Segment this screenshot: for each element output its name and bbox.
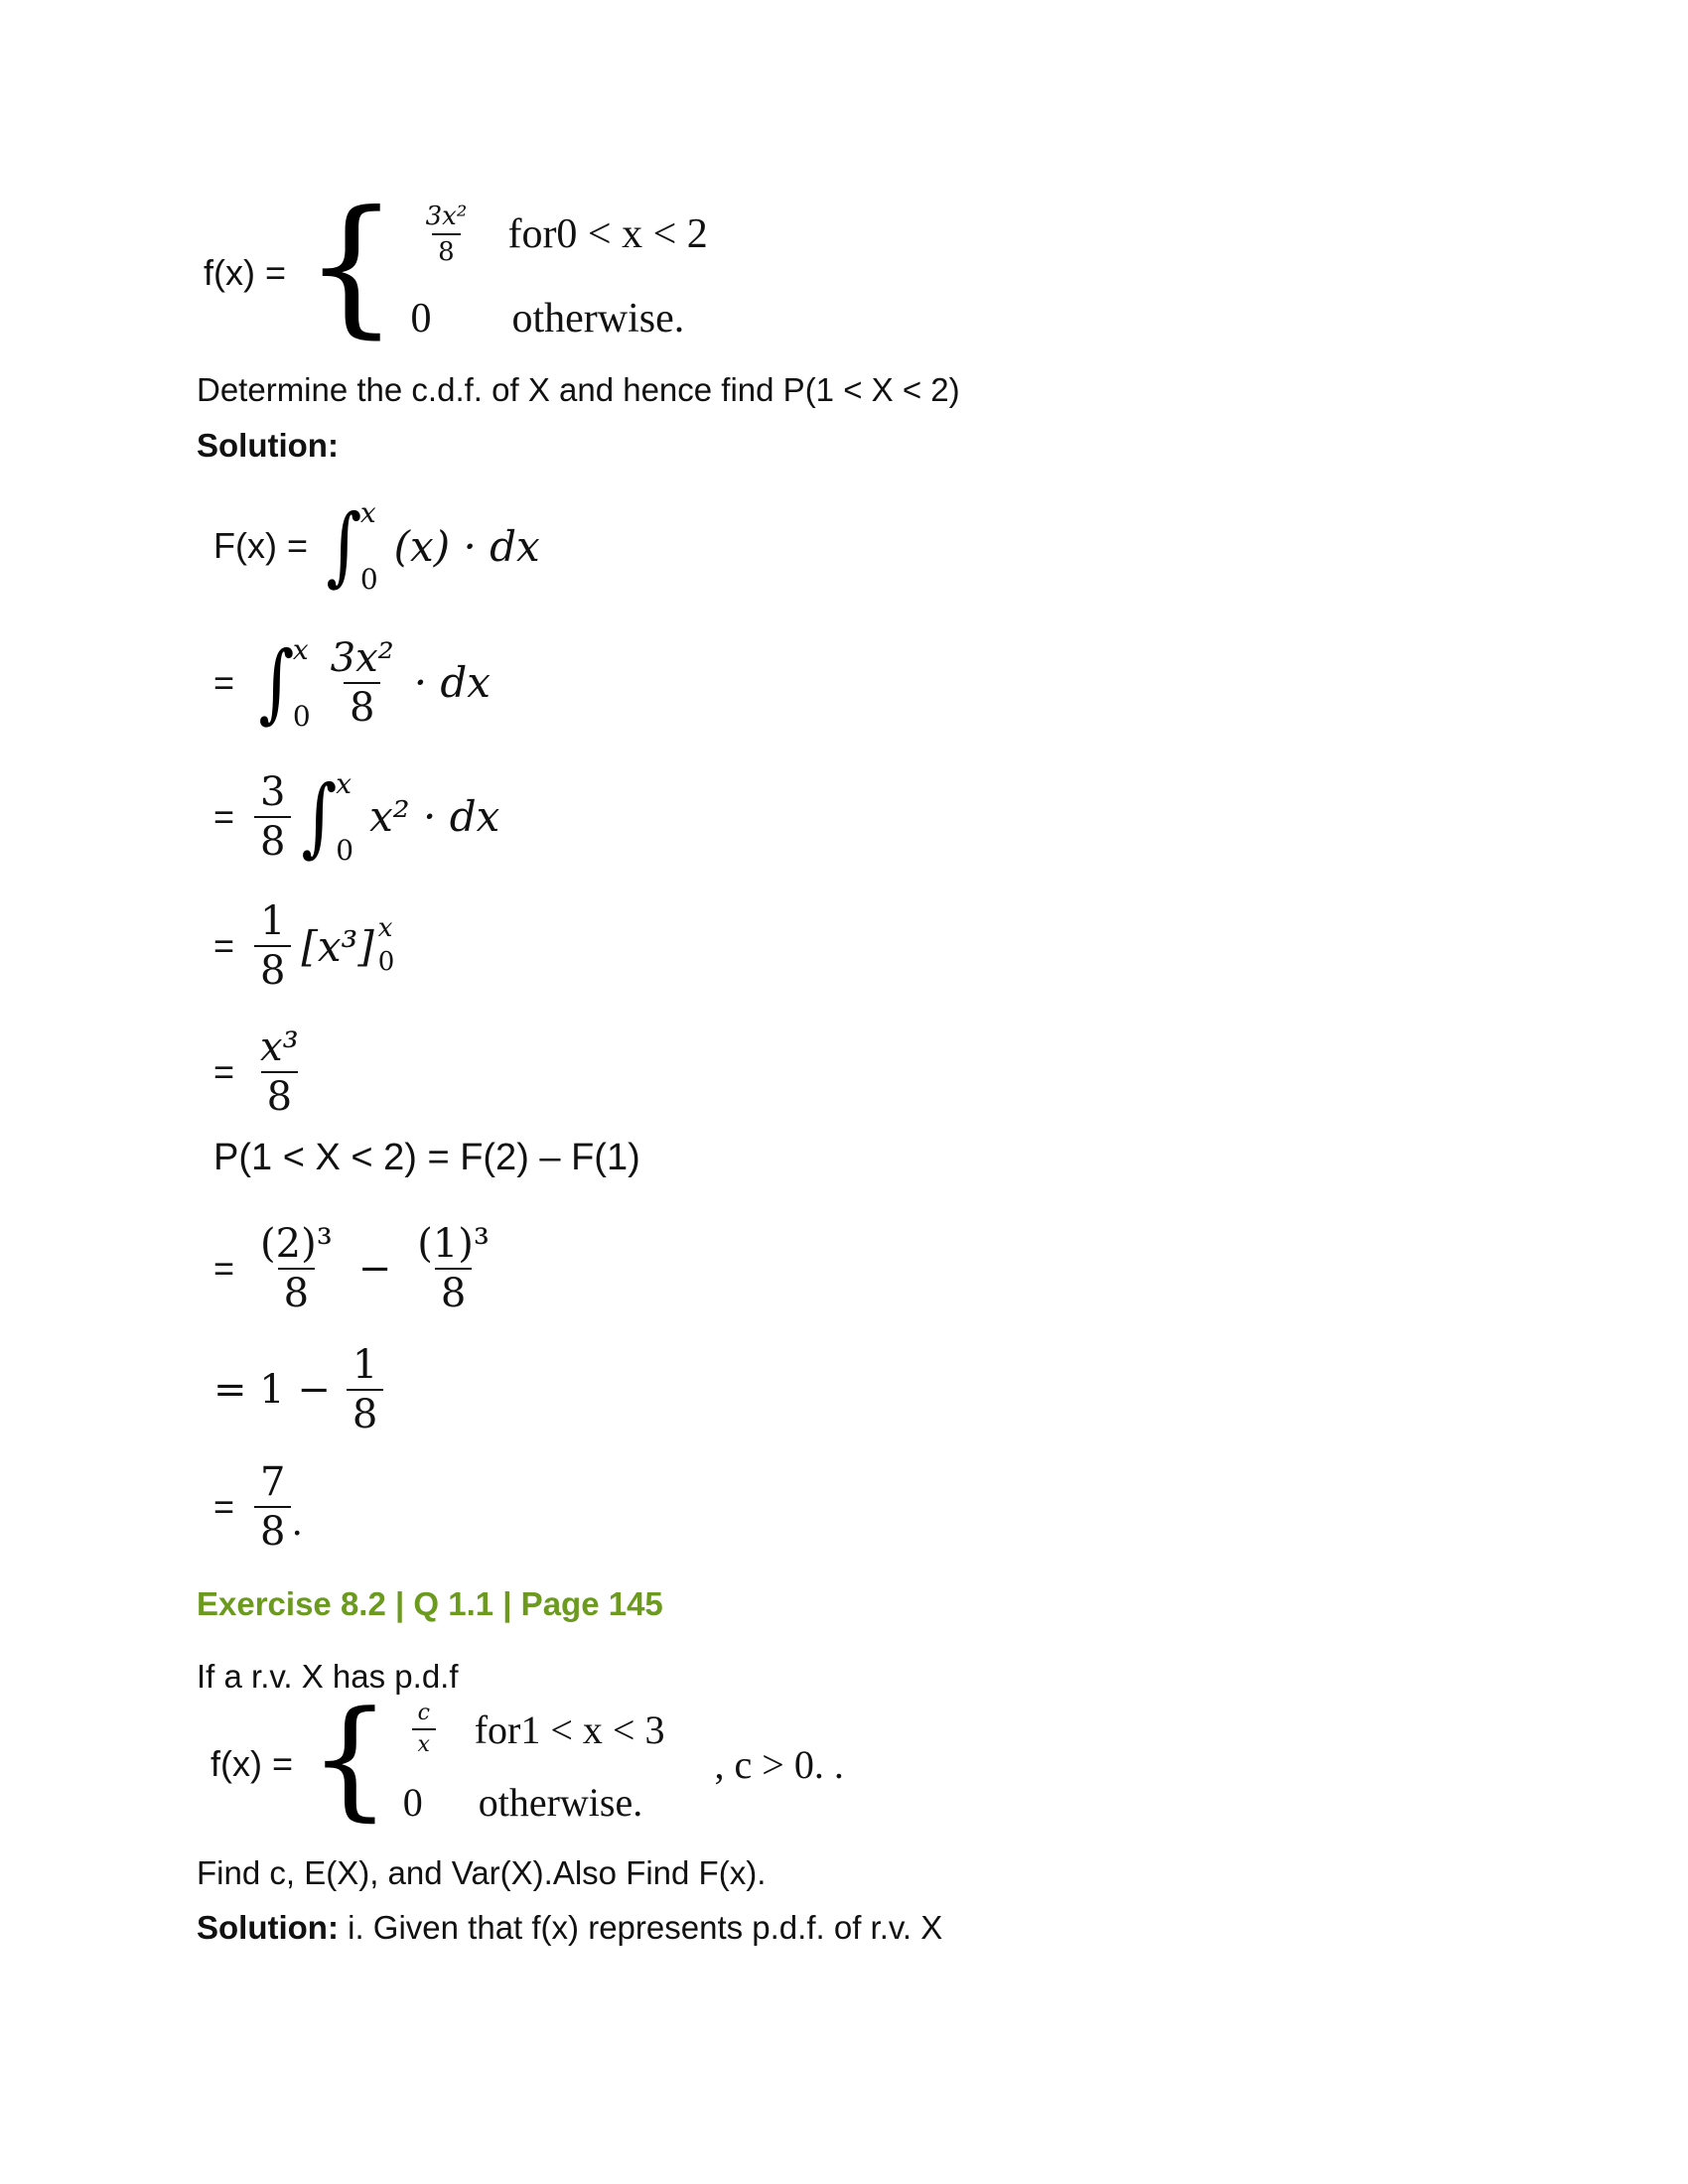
step6-frac-a bbox=[254, 1220, 339, 1316]
pdf1-case2-cond: otherwise. bbox=[511, 296, 685, 341]
step4-eq: = bbox=[213, 925, 235, 966]
step3-coef bbox=[254, 768, 291, 865]
exercise-heading: Exercise 8.2 | Q 1.1 | Page 145 bbox=[197, 1585, 663, 1622]
pdf-definition-1 bbox=[204, 180, 708, 352]
step1-upper: x bbox=[359, 496, 376, 529]
left-brace-icon: { bbox=[309, 1683, 391, 1834]
step3-coef-num: 3 bbox=[260, 768, 286, 815]
integral-icon: ∫ bbox=[326, 496, 362, 596]
step8-den: 8 bbox=[254, 1506, 291, 1552]
step7-den: 8 bbox=[347, 1389, 383, 1434]
step4-bracket: [x³] bbox=[301, 921, 374, 971]
step-7 bbox=[213, 1335, 383, 1444]
question-1-prompt: Determine the c.d.f. of X and hence find P(1 < X < 2) bbox=[197, 371, 960, 408]
step5-eq: = bbox=[213, 1050, 235, 1092]
question-2-prompt: Find c, E(X), and Var(X).Also Find F(x). bbox=[197, 1854, 767, 1891]
step5-den: 8 bbox=[261, 1071, 298, 1117]
step8-num: 7 bbox=[260, 1459, 286, 1505]
probability-line: P(1 < X < 2) = F(2) – F(1) bbox=[213, 1137, 640, 1178]
step6-b-num: (1)³ bbox=[417, 1220, 490, 1267]
solution-2-label: Solution: bbox=[197, 1909, 339, 1946]
pdf1-case1-cond: for0 < x < 2 bbox=[507, 211, 708, 257]
step1-limits bbox=[360, 496, 378, 596]
pdf1-case2-val: 0 bbox=[410, 296, 432, 341]
question-2-intro: If a r.v. X has p.d.f bbox=[197, 1658, 459, 1695]
step8-eq: = bbox=[213, 1486, 235, 1527]
step6-eq: = bbox=[213, 1247, 235, 1289]
pdf1-case1-den: 8 bbox=[432, 233, 461, 265]
step-2 bbox=[213, 625, 491, 740]
step3-eq: = bbox=[213, 795, 235, 837]
left-brace-icon: { bbox=[304, 180, 399, 352]
pdf2-suffix: , c > 0. . bbox=[714, 1741, 844, 1787]
solution-2-text: i. Given that f(x) represents p.d.f. of r.v. X bbox=[338, 1909, 943, 1946]
pdf1-case1-num: 3x² bbox=[425, 202, 468, 231]
pdf2-case1-cond: for1 < x < 3 bbox=[474, 1706, 665, 1752]
pdf1-cases bbox=[406, 204, 707, 342]
step2-num: 3x² bbox=[330, 634, 394, 681]
step3-lower: 0 bbox=[336, 833, 354, 867]
pdf1-case1-frac bbox=[406, 204, 486, 265]
step2-limits bbox=[293, 633, 311, 733]
step2-frac bbox=[325, 634, 400, 731]
pdf2-case2-cond: otherwise. bbox=[478, 1780, 643, 1825]
integral-icon: ∫ bbox=[301, 766, 338, 867]
step6-frac-b bbox=[411, 1220, 495, 1316]
step6-b-den: 8 bbox=[435, 1268, 472, 1313]
step8-tail: . bbox=[291, 1503, 303, 1544]
step6-minus: − bbox=[357, 1245, 392, 1292]
solution-2-line bbox=[197, 1909, 942, 1947]
step7-num: 1 bbox=[352, 1342, 378, 1388]
pdf2-case1-num: c bbox=[417, 1701, 430, 1725]
step3-coef-den: 8 bbox=[254, 816, 291, 862]
step1-lower: 0 bbox=[359, 563, 378, 596]
pdf2-case1-den: x bbox=[412, 1728, 436, 1756]
step2-den: 8 bbox=[344, 682, 380, 728]
step4-num: 1 bbox=[260, 898, 286, 944]
step5-num: x³ bbox=[260, 1024, 299, 1070]
step-4 bbox=[213, 891, 394, 1001]
step4-upper: x bbox=[377, 913, 393, 944]
solution-label: Solution: bbox=[197, 427, 339, 464]
step7-lead: = 1 − bbox=[213, 1367, 331, 1413]
step6-a-den: 8 bbox=[278, 1268, 315, 1313]
pdf2-lhs: f(x) = bbox=[211, 1743, 294, 1784]
step1-lhs: F(x) = bbox=[213, 525, 308, 566]
step4-lower: 0 bbox=[377, 947, 395, 977]
step-1 bbox=[213, 491, 540, 601]
step2-tail: · dx bbox=[413, 658, 491, 707]
step4-den: 8 bbox=[254, 945, 291, 991]
step-3 bbox=[213, 759, 499, 874]
step1-body: (x) · dx bbox=[393, 521, 540, 571]
step8-frac bbox=[254, 1459, 291, 1555]
pdf-definition-2 bbox=[211, 1683, 844, 1834]
step4-frac bbox=[254, 898, 291, 994]
step3-limits bbox=[336, 767, 353, 867]
step6-a-num: (2)³ bbox=[260, 1220, 333, 1267]
pdf2-cases bbox=[399, 1703, 665, 1826]
integral-icon: ∫ bbox=[258, 632, 295, 733]
pdf1-lhs: f(x) = bbox=[204, 252, 287, 293]
step-5 bbox=[213, 1015, 305, 1129]
pdf2-case1-frac bbox=[399, 1703, 449, 1756]
step3-upper: x bbox=[336, 766, 352, 800]
step5-frac bbox=[254, 1024, 305, 1120]
step4-limits bbox=[378, 912, 395, 980]
step7-frac bbox=[347, 1342, 383, 1437]
step3-body: x² · dx bbox=[369, 792, 500, 841]
pdf2-case2-val: 0 bbox=[402, 1780, 423, 1825]
step2-upper: x bbox=[292, 632, 309, 666]
step-8 bbox=[213, 1452, 303, 1562]
step2-eq: = bbox=[213, 661, 235, 703]
step2-lower: 0 bbox=[292, 699, 311, 733]
step-6 bbox=[213, 1211, 495, 1325]
